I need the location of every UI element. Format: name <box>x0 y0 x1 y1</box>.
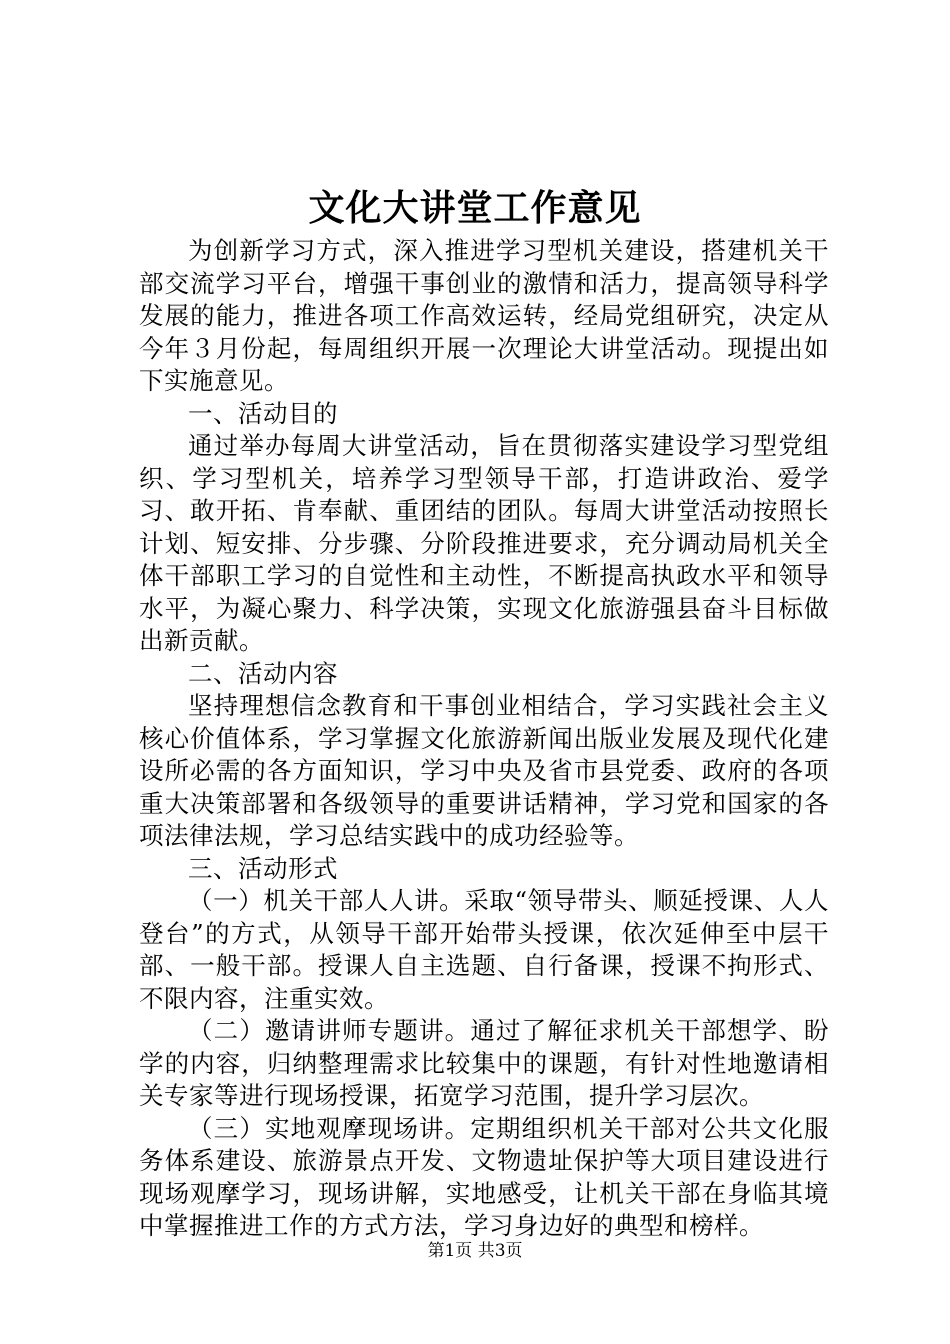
intro-paragraph: 为创新学习方式，深入推进学习型机关建设，搭建机关干部交流学习平台，增强干事创业的激情和活力，提高领导科学发展的能力，推进各项工作高效运转，经局党组研究，决定从今年３月份起，每周组织开展一次理论大讲堂活动。现提出如下实施意见。 <box>139 236 829 395</box>
purpose-paragraph: 通过举办每周大讲堂活动，旨在贯彻落实建设学习型党组织、学习型机关，培养学习型领导干部，打造讲政治、爱学习、敢开拓、肯奉献、重团结的团队。每周大讲堂活动按照长计划、短安排、分步骤、分阶段推进要求，充分调动局机关全体干部职工学习的自觉性和主动性，不断提高执政水平和领导水平，为凝心聚力、科学决策，实现文化旅游强县奋斗目标做出新贡献。 <box>139 431 829 655</box>
section-heading-purpose: 一、活动目的 <box>188 398 338 428</box>
format-item-1: （一）机关干部人人讲。采取“领导带头、顺延授课、人人登台”的方式，从领导干部开始带头授课，依次延伸至中层干部、一般干部。授课人自主选题、自行备课，授课不拘形式、不限内容，注重实效。 <box>139 886 829 1013</box>
section-heading-format: 三、活动形式 <box>188 853 338 883</box>
section-heading-content: 二、活动内容 <box>188 658 338 688</box>
format-item-3: （三）实地观摩现场讲。定期组织机关干部对公共文化服务体系建设、旅游景点开发、文物遗址保护等大项目建设进行现场观摩学习，现场讲解，实地感受，让机关干部在身临其境中掌握推进工作的方式方法，学习身边好的典型和榜样。 <box>139 1113 829 1240</box>
content-paragraph: 坚持理想信念教育和干事创业相结合，学习实践社会主义核心价值体系，学习掌握文化旅游新闻出版业发展及现代化建设所必需的各方面知识，学习中央及省市县党委、政府的各项重大决策部署和各级领导的重要讲话精神，学习党和国家的各项法律法规，学习总结实践中的成功经验等。 <box>139 691 829 850</box>
document-title: 文化大讲堂工作意见 <box>308 187 642 229</box>
document-body <box>139 235 829 1243</box>
format-item-2: （二）邀请讲师专题讲。通过了解征求机关干部想学、盼学的内容，归纳整理需求比较集中的课题，有针对性地邀请相关专家等进行现场授课，拓宽学习范围，提升学习层次。 <box>139 1016 829 1110</box>
page-footer: 第1页 共3页 <box>427 1241 523 1261</box>
